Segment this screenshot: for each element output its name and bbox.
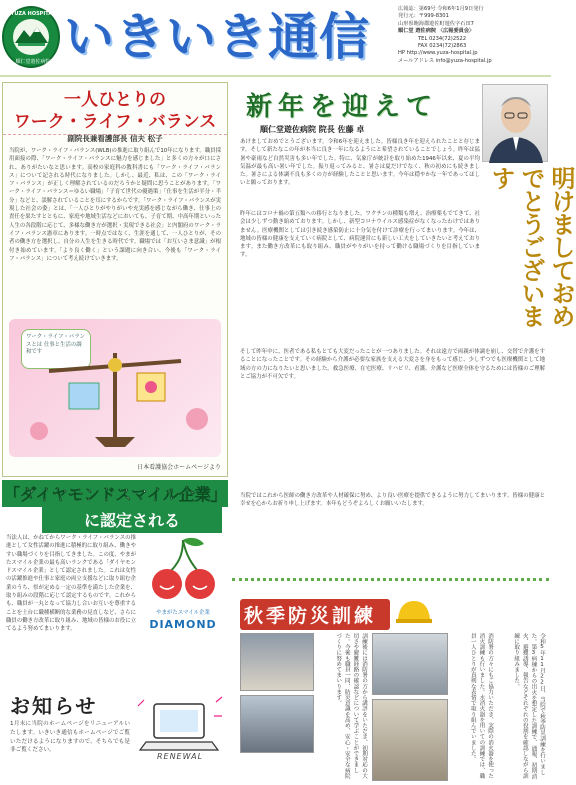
diamond-title-line1: 「ダイヤモンドスマイル企業」 <box>2 480 228 507</box>
hospital-name-jp: 順仁堂遊佐病院 <box>15 59 51 65</box>
newyear-body-3: そして昨年中に、医者である私もとても大変だったことが一つありました。それは遠方で両親が体調を崩し、交替で介護をすることになったことです。その経験から介護が必要な家族を支える大変さを身をもって感じ、少しずつでも医療機関として地域の方の力になりたいと思いました。救急医療、在宅医療、リハビリ、看護、介護など医療全体を守るためには皆様のご理解とご協力が不可欠です。 <box>240 349 545 380</box>
wlb-body: 当院が、ワーク・ライフ・バランス(WLB)の推進に取り組んで10年になります。職員採用面接の際、「ワーク・ライフ・バランスに魅力を感じました」と多くの方々が口にされ、ありがたいなと思います。高校の家庭科の教科書にも「ワーク・ライフ・バランス」について記される時代になりました。しかし、最近、私は、この「ワーク・ライフ・バランス」が正しく理解されているのだろうかと疑問に思うことがあります。「ワーク・ライフ・バランス＝ゆるい職場」「子育て世代の優遇策」「仕事を生活が半分・半分」などと、誤解されていることを耳にするからです。「ワーク・ライフ・バランスが実現した社会の姿」とは、「一人ひとりがやりがいや充実感を感じながら働き、仕事上の責任を果たすとともに、家庭や地域生活などにおいても、子育て期、中高年期といった人生の各段階に応じて、多様な働き方が選択・実現できる社会」と内閣府のワーク・ライフ・バランス憲章にあります。一時点ではなく、生涯を通して、一人ひとりが、その者の働き方を選択し、自分の人生を生きる時代です。職場では「お互いさま意識」が根付き始めています。「より良く働く」という課題に向き合い、今後も「ワーク・ライフ・バランス」について考え続けていきます。 <box>9 148 221 262</box>
drill-photo-3 <box>372 633 448 695</box>
wlb-title-line2: ワーク・ライフ・バランス <box>3 107 227 135</box>
address: 山形県飽海郡遊佐町遊佐字石田7 <box>398 20 474 27</box>
director-photo <box>482 84 548 162</box>
phone-number: TEL 0234(72)2522 <box>418 35 467 42</box>
drill-photo-2 <box>240 695 314 753</box>
newyear-body-1: あけましておめでとうございます。令和6年を迎えました。皆様良き年を迎えられたことと存じます。そして新たなこの年が本当に良き一年になるようにと希望されていることでしょう。昨年は猛暑や豪雨など自然災害も多い年でした。特に、気象庁が統計を取り始めた1946年以来、夏の平均気温が最も高い暑い年でした。振り返ってみると、暑さは夏だけでなく、秋の初めにも続きました。暑さによる体調不良も多くの方が経験したことと思います。今年は穏やかな一年であってほしいと願っております。 <box>240 139 480 187</box>
newyear-body-2: 昨年にはコロナ禍の第五類への移行となりました。ワクチンの種類も増え、治療薬もでてきて、社会は少しずつ動き始めております。しかし、新型コロナウイルス感染症がなくなったわけではありません。医療機関としては引き続き感染防止に十分気を付けて診療を行ってまいります。今年は、地域の皆様の健康を支えていく病院として、病院運営にも新しい工夫をしていきたいと考えております。また働き方改革にも取り組み、職員がやりがいを持って働ける職場づくりを目指しています。 <box>240 211 480 259</box>
fire-drill-col-b: 消防署の方々にもご協力いただき、実際の消火器を使った消火訓練も行いました。水消火器を用いての訓練では、職員一人ひとりが真剣な表情で取り組んでいました。 <box>469 633 493 779</box>
fire-drill-col-a: 令和5年11月22日、当院で秋季防災訓練を行いました。第3病棟からの出火を想定した訓練で、通報、初期消火、避難誘導、報告などそれぞれの役割を確認しながら訓練に取り組みました。 <box>513 633 545 779</box>
newyear-author: 順仁堂遊佐病院 院長 佐藤 卓 <box>260 125 365 134</box>
drill-photo-1 <box>240 633 314 691</box>
wlb-author: 副院長兼看護部長 信夫 松子 <box>67 134 163 143</box>
hospital-name-en: YUZA HOSPITAL <box>10 11 56 17</box>
fire-drill-section <box>232 578 549 783</box>
portrait-icon <box>483 85 549 163</box>
smile-logo-word: DIAMOND <box>149 618 217 631</box>
wlb-article <box>2 82 228 477</box>
issue-number: 広報誌：第69号 令和6年1月9日発行 <box>398 6 484 12</box>
issue-info <box>398 6 548 65</box>
publisher-label: 発行元：〒999-8301 <box>398 13 449 20</box>
smile-company-logo <box>140 534 226 634</box>
wlb-title-line1: 一人ひとりの <box>64 90 166 110</box>
newyear-article <box>232 80 575 576</box>
diamond-section <box>2 478 228 684</box>
masthead-title: いきいき通信 <box>64 8 370 66</box>
fax-number: FAX 0234(72)2863 <box>418 43 467 50</box>
masthead <box>0 0 551 77</box>
fire-drill-title: 秋季防災訓練 <box>240 599 390 630</box>
newyear-title: 新年を迎えて <box>246 92 439 122</box>
wlb-caption: 日本看護協会ホームページより <box>137 464 221 471</box>
hard-hat-icon <box>394 597 434 627</box>
hospital-logo <box>2 6 60 68</box>
email-address[interactable]: メールアドレス info@yuza-hospital.jp <box>398 57 492 64</box>
renewal-illustration <box>134 694 224 776</box>
wlb-bubble: ワーク・ライフ・バランスとは 仕事と生活の調和です <box>21 329 91 369</box>
diamond-body: 当法人は、かねてからワーク・ライフ・バランスの推進として女性活躍の推進に積極的に取り組み、働きやすい職場づくりを目指してきました。この度、やまがたスマイル企業の最も高いランクである「ダイヤモンドスマイル企業」として認定されました。これは女性の活躍推進や仕事と家庭の両立支援などに取り組む企業のうち、県が定める一定の基準を満たした企業を、取り組みの段階に応じて認定するものです。これからも、職員が一丸となって協力し合いお互いを尊重することを土台に職種横断的な業務の見直しなど、さらに職員の働き方改革に取り組み、地域の皆様のお役に立てるよう努めてまいります。 <box>6 535 136 633</box>
cherry-smile-icon <box>140 534 226 606</box>
notice-section <box>2 688 228 782</box>
renewal-stamp: RENEWAL <box>156 752 204 761</box>
smile-logo-caption: やまがたスマイル企業 <box>156 610 210 616</box>
fire-drill-col-c: 訓練後には消防署の方から講評をいただき、初期対応の大切さや避難経路の確認などについて学ぶことができました。今後も職員一同、防災意識を高め、安心・安全な病院づくりに努めてまいります。 <box>335 633 367 779</box>
diamond-title-line2: に認定される <box>42 506 222 533</box>
notice-title: お知らせ <box>10 694 98 718</box>
drill-photo-5 <box>372 699 448 781</box>
facility-name: 順仁堂 遊佐病院 〈広報委員会〉 <box>398 28 475 35</box>
greeting-panel <box>486 166 575 342</box>
wlb-illustration <box>9 319 221 457</box>
new-year-greeting: 明けましておめでとうございます <box>487 166 575 327</box>
notice-body: 1月末に当院のホームページをリニューアルいたします。いきいき通信もホームページでご覧いただけるようになりますので、そちらでも是非ご覧ください。 <box>10 721 130 754</box>
balance-scale-icon <box>9 319 221 457</box>
homepage-link[interactable]: HP http://www.yuza-hospital.jp <box>398 50 478 57</box>
newyear-body-4: 当院ではこれから医師の働き方改革や人材確保に努め、より良い医療を提供できるように努力してまいります。皆様の健康と幸せを心からお祈り申し上げます。本年もどうぞよろしくお願いいたします。 <box>240 493 545 508</box>
